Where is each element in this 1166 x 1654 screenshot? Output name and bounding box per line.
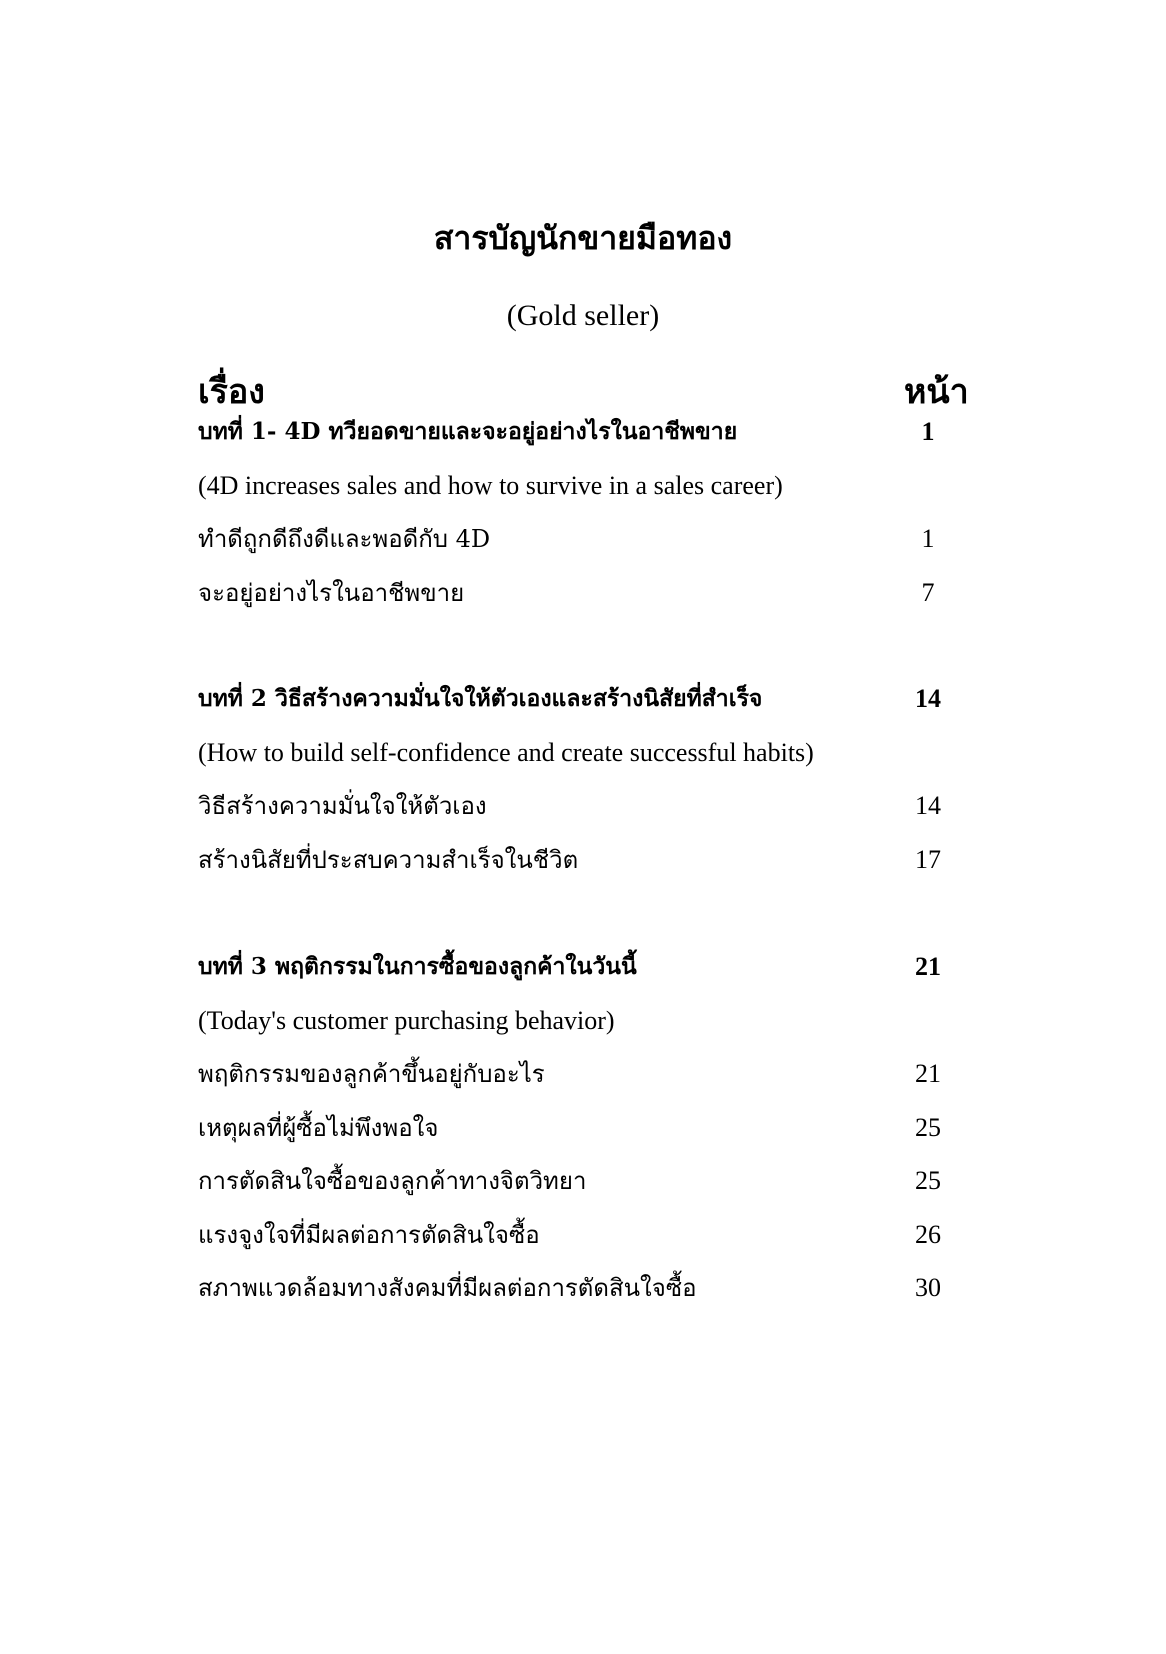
topic-column-header: เรื่อง xyxy=(198,372,265,412)
toc-page-number: 14 xyxy=(915,684,941,713)
toc-chapter-1 xyxy=(198,410,978,454)
toc-page-number: 17 xyxy=(915,845,941,874)
toc-entry-label: สร้างนิสัยที่ประสบความสำเร็จในชีวิต xyxy=(198,846,579,874)
toc-chapter-3 xyxy=(198,945,978,989)
page-subtitle: (Gold seller) xyxy=(506,299,660,332)
toc-entry xyxy=(198,838,978,882)
toc-page-number: 1 xyxy=(921,524,935,553)
toc-page-number: 14 xyxy=(915,791,941,820)
toc-entry xyxy=(198,1052,978,1096)
page-title: สารบัญนักขายมือทอง xyxy=(433,219,733,257)
toc-chapter-english-title: (Today's customer purchasing behavior) xyxy=(198,1006,615,1035)
toc-entry-label: การตัดสินใจซื้อของลูกค้าทางจิตวิทยา xyxy=(198,1167,587,1195)
toc-entry-label: วิธีสร้างความมั่นใจให้ตัวเอง xyxy=(198,792,487,820)
toc-page-number: 30 xyxy=(915,1273,941,1302)
toc-chapter-english-title: (How to build self-confidence and create successful habits) xyxy=(198,738,814,767)
toc-entry xyxy=(198,1106,978,1150)
toc-entry-label: เหตุผลที่ผู้ซื้อไม่พึงพอใจ xyxy=(198,1114,439,1142)
toc-entry-label: สภาพแวดล้อมทางสังคมที่มีผลต่อการตัดสินใจซื้อ xyxy=(198,1274,697,1302)
toc-entry xyxy=(198,571,978,615)
toc-page-number: 7 xyxy=(921,578,935,607)
toc-page-number: 21 xyxy=(915,1059,941,1088)
toc-entry-label: แรงจูงใจที่มีผลต่อการตัดสินใจซื้อ xyxy=(198,1221,540,1249)
toc-chapter-english-title: (4D increases sales and how to survive in a sales career) xyxy=(198,471,783,500)
toc-page-number: 1 xyxy=(921,417,935,446)
toc-entry-label: ทำดีถูกดีถึงดีและพอดีกับ 4D xyxy=(198,525,491,553)
toc-chapter-title: บทที่ 1- 4D ทวียอดขายและจะอยู่อย่างไรในอาชีพขาย xyxy=(198,418,738,445)
toc-entry-label: จะอยู่อย่างไรในอาชีพขาย xyxy=(198,579,465,607)
toc-entry xyxy=(198,1159,978,1203)
toc-chapter-2 xyxy=(198,677,978,721)
page-column-header: หน้า xyxy=(904,372,969,412)
toc-entry xyxy=(198,517,978,561)
toc-chapter-3-english xyxy=(198,999,978,1043)
toc-chapter-title: บทที่ 2 วิธีสร้างความมั่นใจให้ตัวเองและสร้างนิสัยที่สำเร็จ xyxy=(198,685,763,712)
toc-chapter-title: บทที่ 3 พฤติกรรมในการซื้อของลูกค้าในวันนี้ xyxy=(198,953,637,980)
toc-entry xyxy=(198,784,978,828)
toc-chapter-1-english xyxy=(198,464,978,508)
toc-page-number: 26 xyxy=(915,1220,941,1249)
toc-entry-label: พฤติกรรมของลูกค้าขึ้นอยู่กับอะไร xyxy=(198,1060,545,1088)
toc-entry xyxy=(198,1266,978,1310)
toc-page-number: 21 xyxy=(915,952,941,981)
toc-page-number: 25 xyxy=(915,1113,941,1142)
toc-chapter-2-english xyxy=(198,731,978,775)
toc-entry xyxy=(198,1213,978,1257)
toc-page-number: 25 xyxy=(915,1166,941,1195)
